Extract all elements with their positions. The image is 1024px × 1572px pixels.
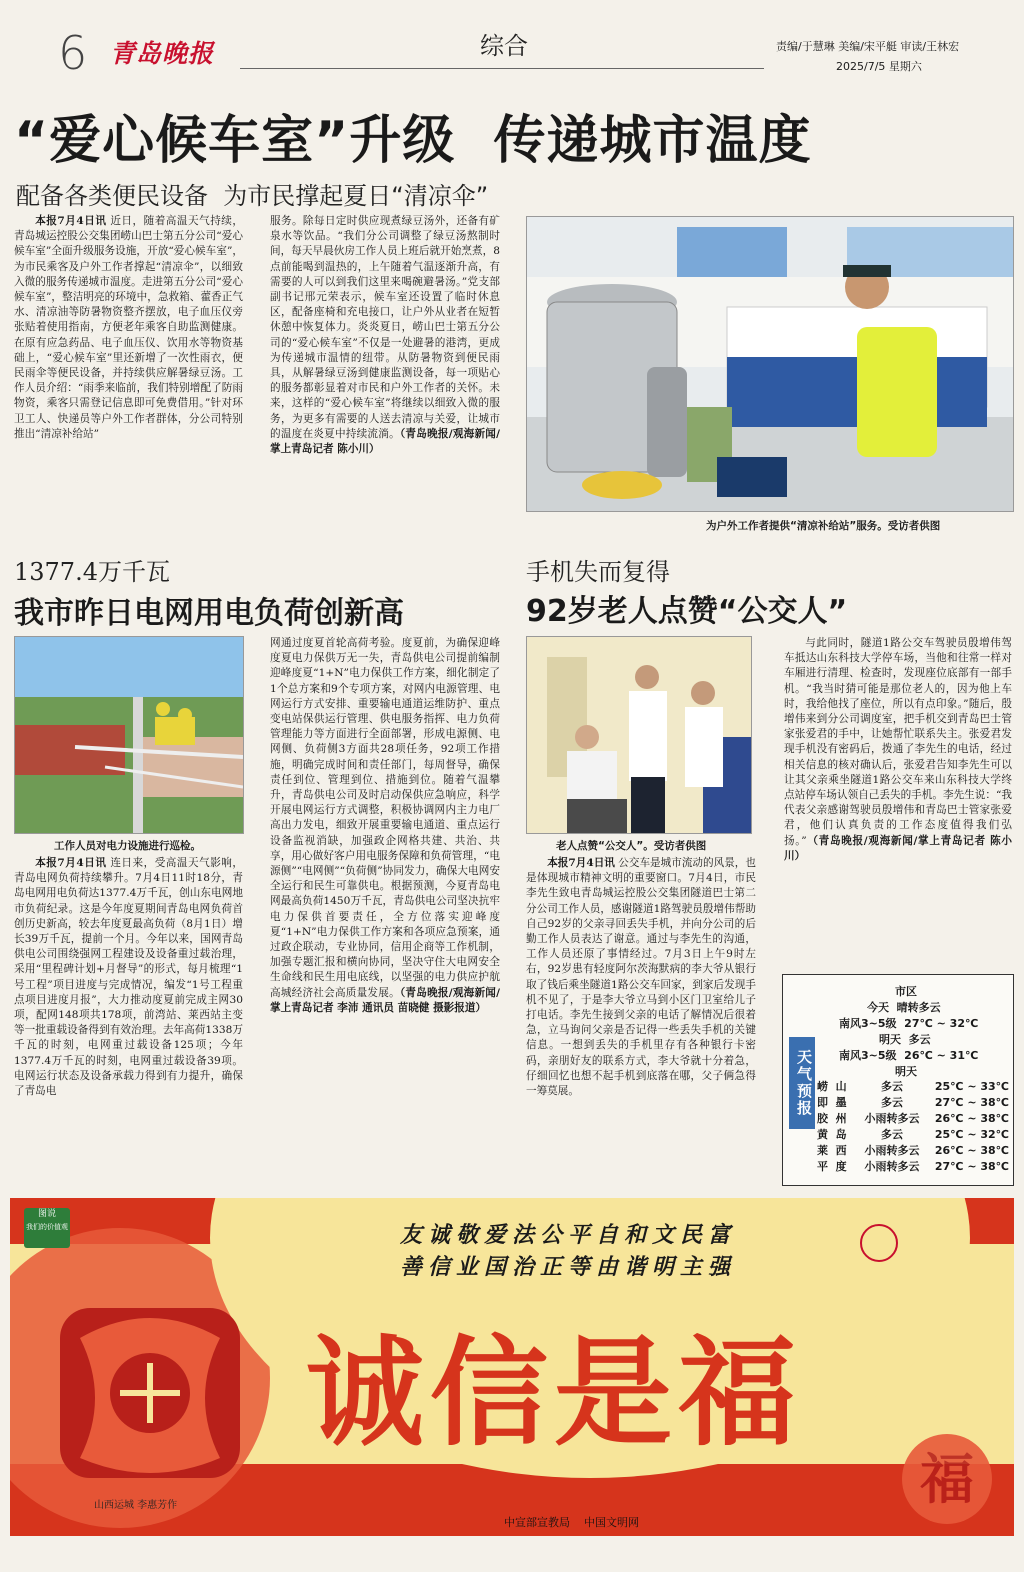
weather-today: 今天 晴转多云: [867, 1001, 941, 1014]
weather-district: 市区: [895, 985, 917, 998]
city-condition: 多云: [881, 1128, 903, 1141]
weather-tomorrow: 明天 多云: [879, 1033, 931, 1046]
city-name: 黄 岛: [817, 1128, 847, 1141]
ad-right-seal: [902, 1434, 992, 1524]
city-name: 平 度: [817, 1160, 847, 1173]
article1-column-1: [14, 214, 243, 544]
article1-credit: （青岛晚报/观海新闻/掌上青岛记者 陈小川）: [270, 427, 500, 456]
article1-title: “爱心候车室”升级 传递城市温度: [14, 111, 812, 171]
article2-photo: [14, 636, 244, 834]
city-name: 莱 西: [817, 1144, 847, 1157]
weather-city-row: [817, 1095, 1009, 1111]
weather-city-row: [817, 1079, 1009, 1095]
weather-label-text: 天气预报: [795, 1049, 813, 1117]
article1-body-2: 服务。除每日定时供应现煮绿豆汤外，还备有矿泉水等饮品。“我们分公司调整了绿豆汤熬制时间，每天早晨伙房工作人员上班后就开始烹煮，8点前能喝到温热的，上午随着气温逐渐升高，有需要的人可以到我们这里来喝碗避暑汤。”党支部副书记邢元荣表示，候车室还设置了临时休息区，配备座椅和充电接口，让户外从业者在短暂休憩中恢复体力。炎炎夏日，崂山巴士第五分公司的“爱心候车室”不仅是一处避暑的港湾，更成为传递城市温情的纽带。从防暑物资到便民雨具，从解暑绿豆汤到健康监测设备，每一项贴心的服务都彰显着对市民和户外工作者的关怀。未来，这样的“爱心候车室”将继续以细致入微的服务，为更多有需要的人送去清凉与关爱，让城市的温度在炎夏中持续流淌。: [270, 215, 500, 440]
city-temp: 26℃ ~ 38℃: [934, 1112, 1009, 1125]
city-temp: 25℃ ~ 32℃: [934, 1128, 1009, 1141]
article2-credit: （青岛晚报/观海新闻/掌上青岛记者 李沛 通讯员 苗晓健 摄影报道）: [270, 986, 500, 1014]
city-condition: 小雨转多云: [864, 1144, 920, 1157]
waiting-room-illustration: [527, 217, 1013, 511]
article3-kicker: 手机失而复得: [526, 558, 670, 586]
article3-body-2: 与此同时，隧道1路公交车驾驶员殷增伟驾车抵达山东科技大学停车场，当他和往常一样对车厢进行清理、检查时，发现座位底部有一部手机。“我当时猜可能是那位老人的，因为他上车时，我给他找了座位，所以有点印象。”随后，殷增伟来到分公司调度室，把手机交到青岛巴士管家张爱君的手中，让她帮忙联系失主。张爱君发现手机没有密码后，拨通了李先生的电话，经过相关信息的核对确认后，张爱君告知李先生可以让其父亲乘坐隧道1路公交车来山东科技大学终点站停车场认领自己丢失的手机。李先生说：“我代表父亲感谢驾驶员殷增伟和青岛巴士管家张爱君，他们认真负责的工作态度值得我们弘扬。”: [784, 637, 1012, 847]
city-temp: 27℃ ~ 38℃: [934, 1160, 1009, 1173]
article1-photo-caption: 为户外工作者提供“清凉补给站”服务。受访者供图: [706, 520, 941, 532]
article1-lead: 本报7月4日讯: [35, 215, 107, 227]
weather-today-wind: 南风3~5级 27℃ ~ 32℃: [839, 1017, 979, 1030]
ad-slogan: 诚信是福: [306, 1324, 803, 1462]
article3-photo: [526, 636, 752, 834]
ad-seal-character: 福: [920, 1447, 974, 1511]
city-condition: 小雨转多云: [864, 1112, 920, 1125]
ad-logo-text-2: 我们的价值观: [26, 1223, 68, 1231]
weather-city-row: [817, 1111, 1009, 1127]
article2-column-1: [14, 856, 243, 1186]
article2-column-2: [270, 636, 500, 1186]
header-rule: [240, 68, 764, 69]
city-condition: 小雨转多云: [864, 1160, 920, 1173]
weather-box: [782, 974, 1014, 1186]
bus-staff-illustration: [527, 637, 751, 833]
core-values-ad: [10, 1198, 1014, 1536]
article1-subtitle: 配备各类便民设备 为市民撑起夏日“清凉伞”: [16, 182, 489, 210]
article2-body-2: 网通过度夏首轮高荷考验。度夏前，为确保迎峰度夏电力保供万无一失，青岛供电公司提前编制迎峰度夏“1+N”电力保供工作方案，细化制定了1个总方案和9个专项方案，对网内电源管理、电网运行方式安排、重要输电通道运维防护、重点变电站保供运行管理、供电服务指挥、电力负荷管理能力等方面进行全面部署，形成电源侧、电网侧、负荷侧3方面共28项任务，92项工作措施，明确完成时间和责任部门，每周督导，确保责任到位、管理到位、措施到位。随着气温攀升，青岛供电公司及时启动保供应急响应，科学开展电网运行方式调整，积极协调网内主力电厂高出力发电，细致开展重要输电通道、重点运行设备监视消缺，加强政企网格共建、共治、共享，用心做好客户用电服务保障和负荷管理，“电源侧”“电网侧”“负荷侧”协同发力，确保大电网安全运行和民生可靠供电。根据预测，今夏青岛电网最高负荷1450万千瓦，青岛供电公司坚决抗牢电力保供首要责任，全方位落实迎峰度夏“1+N”电力保供工作方案和各项应急预案，通过政企联动，专业协同，信用企商等工作机制，加强专题汇报和横向协同，坚决守住大电网安全生命线和民生用电底线，以坚强的电力供应护航高城经济社会高质量发展。: [270, 637, 500, 999]
article3-column-1: [526, 856, 756, 1186]
ad-values-line-1: 友诚敬爱法公平自和文民富: [400, 1222, 737, 1248]
article3-credit: （青岛晚报/观海新闻/掌上青岛记者 陈小川）: [784, 834, 1012, 862]
article2-title: 我市昨日电网用电负荷创新高: [14, 596, 404, 631]
weather-city-list: [817, 1079, 1009, 1175]
article3-body-1: 公交车是城市流动的风景，也是体现城市精神文明的重要窗口。7月4日，市民李先生致电青岛城运控股公交集团隧道巴士第二分公司工作人员，感谢隧道1路驾驶员殷增伟帮助自己92岁的父亲寻回丢失手机，并向分公司的后勤工作人员表达了谢意。通过与李先生的沟通，工作人员还原了事情经过。7月3日上午9时左右，92岁患有轻度阿尔茨海默病的李大爷从银行取了钱后乘坐隧道1路公交车回家，到家后发现手机不见了，于是李大爷立马到小区门卫室给儿子打电话。李先生接到父亲的电话了解情况后很着急，立马询问父亲是否记得一些丢失手机的关键信息。一想到丢失的手机里存有各种银行卡密码，亲朋好友的联系方式，李大爷就十分着急，仔细回忆也想不起手机到底落在哪，父子俩急得一筹莫展。: [526, 857, 756, 1098]
weather-city-row: [817, 1159, 1009, 1175]
section-title: 综合: [480, 32, 528, 60]
article1-body-1: 近日，随着高温天气持续，青岛城运控股公交集团崂山巴士第五分公司“爱心候车室”全面升级服务设施，开放“爱心候车室”，为市民乘客及户外工作者撑起“清凉伞”，以细致入微的服务传递城市温度。走进第五分公司“爱心候车室”，整洁明亮的环境中，急救箱、藿香正气水、清凉油等防暑物资整齐摆放，电子血压仪旁张贴着使用指南，方便老年乘客自助监测健康。在原有应急药品、电子血压仪、饮用水等物资基础上，“爱心候车室”里还新增了一次性雨衣，便民雨伞等便民设备，并持续供应解暑绿豆汤。工作人员介绍：“雨季来临前，我们特别增配了防雨物资，乘客只需登记信息即可免费借用。”针对环卫工人、快递员等户外工作者群体，分公司特别推出“清凉补给站”: [14, 215, 243, 440]
weather-city-row: [817, 1143, 1009, 1159]
ad-values-line-2: 善信业国治正等由谐明主强: [400, 1254, 737, 1280]
city-name: 崂 山: [817, 1080, 847, 1093]
weather-tomorrow-label: 明天: [895, 1065, 917, 1078]
article2-photo-caption: 工作人员对电力设施进行巡检。: [54, 840, 201, 852]
article1-column-2: [270, 214, 500, 544]
weather-side-label: [789, 1037, 815, 1129]
city-name: 胶 州: [817, 1112, 847, 1125]
ad-artist-credit: 山西运城 李惠芳作: [94, 1500, 178, 1511]
article2-body-1: 连日来，受高温天气影响，青岛电网负荷持续攀升。7月4日11时18分，青岛电网用电负荷达1377.4万千瓦，创山东电网地市负荷纪录。这是今年度夏期间青岛电网负荷首创历史新高，较去年度夏最高负荷（8月1日）增长39万千瓦，提前一个月。今年以来，国网青岛供电公司围绕强网工程建设及设备重过载治理，采用“里程碑计划+月督导”的形式，每月梳理“1号工程”项目进度与完成情况，编发“1号工程重点项目进度月报”，大力推动度夏前完成主网30项，配网148项共178项，前湾站、莱西站主变等一批重载设备得到有效治理。去年高荷1338万千瓦的时刻，电网重过载设备125项；今年1377.4万千瓦的时刻，电网重过载设备39项。电网运行状态及设备承载力得到有力提升，确保了青岛电: [14, 857, 243, 1098]
city-name: 即 墨: [817, 1096, 847, 1109]
city-temp: 25℃ ~ 33℃: [934, 1080, 1009, 1093]
article2-kicker: 1377.4万千瓦: [14, 558, 170, 586]
ad-logo: [24, 1208, 70, 1248]
ad-seal-stamp: [860, 1224, 898, 1262]
ad-logo-text-1: 图说: [37, 1209, 56, 1219]
paper-cut-fu-illustration: [40, 1298, 260, 1488]
city-condition: 多云: [881, 1080, 903, 1093]
editors-line: 责编/于慧琳 美编/宋平艇 审读/王林宏: [776, 40, 960, 53]
article3-column-2: [784, 636, 1012, 966]
city-temp: 27℃ ~ 38℃: [934, 1096, 1009, 1109]
page-number: 6: [58, 26, 88, 80]
city-temp: 26℃ ~ 38℃: [934, 1144, 1009, 1157]
weather-tomorrow-wind: 南风3~5级 26℃ ~ 31℃: [839, 1049, 979, 1062]
article3-photo-caption: 老人点赞“公交人”。受访者供图: [556, 840, 707, 852]
paper-name-logo: 青岛晚报: [110, 39, 215, 68]
article2-lead: 本报7月4日讯: [35, 857, 107, 869]
city-condition: 多云: [881, 1096, 903, 1109]
article3-lead: 本报7月4日讯: [547, 857, 615, 869]
issue-date: 2025/7/5 星期六: [836, 60, 922, 73]
power-line-illustration: [15, 637, 243, 833]
ad-footer: 中宣部宣教局 中国文明网: [504, 1516, 639, 1529]
weather-city-row: [817, 1127, 1009, 1143]
article1-photo: [526, 216, 1014, 512]
article3-title: 92岁老人点赞“公交人”: [526, 594, 848, 629]
